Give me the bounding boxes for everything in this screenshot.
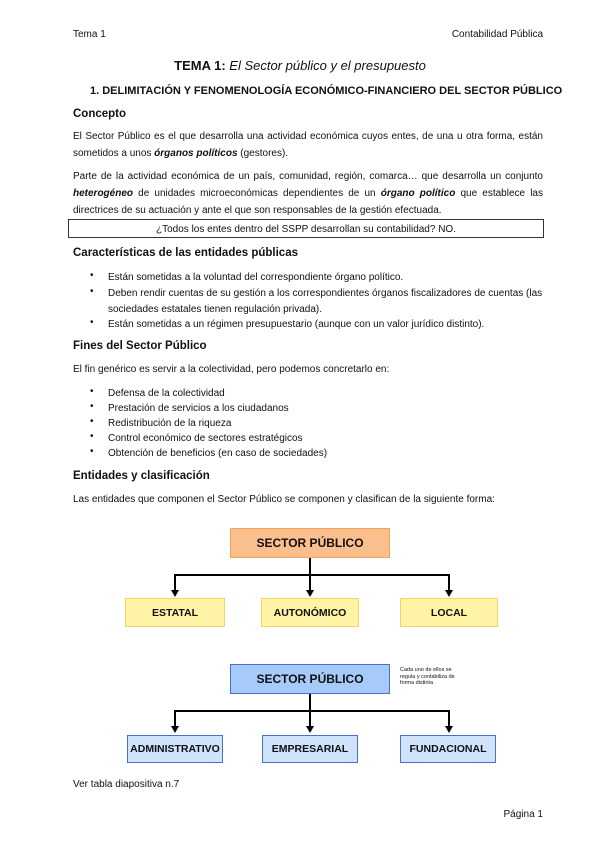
header-right: Contabilidad Pública [451,29,543,40]
connector [174,710,176,727]
diagram1-child: ESTATAL [125,598,225,627]
document-page: Tema 1 Contabilidad Pública TEMA 1: El Sector público y el presupuesto 1. DELIMITACIÓN Y FENOMENOLOGÍA ECONÓMICO-FINANCIERO DEL SECTOR PÚBLICO Concepto El Sector Público es el que desarrolla una actividad económica cuyos entes, de una u otra forma, están sometidos a unos órganos políticos (gestores). Parte de la actividad económica de un país, comunidad, región, comarca… que desarrolla un conjunto heterogéneo de unidades microeconómicas dependientes de un órgano político que establece las directrices de su actuación y ante el que son responsables de la gestión efectuada. ¿Todos los entes dentro del SSPP desarrollan su contabilidad? NO. Características de las entidades públicas • Están sometidas a la voluntad del correspondiente órgano político. • Deben rendir cuentas de su gestión a los correspondientes órganos fiscalizadores de cuentas (las sociedades estatales tienen regulación privada). • Están sometidas a un régimen presupuestario (aunque con un valor jurídico distinto). Fines del Sector Público El fin genérico es servir a la colectividad, pero podemos concretarlo en: • Defensa de la colectividad • Prestación de servicios a los ciudadanos • Redistribución de la riqueza • Control económico de sectores estratégicos • Obtención de beneficios (en caso de sociedades) Entidades y clasificación Las entidades que componen el Sector Público se componen y clasifican de la siguiente forma: SECTOR PÚBLICO ESTATAL AUTONÓMICO LOCAL SECTOR PÚBLICO Cada uno de ellos se regula y contabiliza de forma distinta ADMINISTRATIVO EMPRESARIAL FUNDACIONAL Ver tabla diapositiva n.7 Página 1 [0,0,600,848]
connector [309,574,311,591]
arrow-icon [445,590,453,597]
diagram1-child: LOCAL [400,598,498,627]
fines-heading: Fines del Sector Público [73,340,207,352]
arrow-icon [445,726,453,733]
title-italic: El Sector público y el presupuesto [229,58,426,73]
entidades-heading: Entidades y clasificación [73,470,210,482]
caracteristicas-heading: Características de las entidades públicas [73,247,298,259]
diagram2-child: EMPRESARIAL [262,735,358,763]
connector [174,574,176,591]
concepto-heading: Concepto [73,108,127,120]
diagram2-note: Cada uno de ellos se regula y contabiliza de forma distinta [400,667,455,686]
question-box: ¿Todos los entes dentro del SSPP desarrollan su contabilidad? NO. [68,219,544,238]
header-left: Tema 1 [73,29,106,40]
arrow-icon [306,590,314,597]
connector [174,574,450,576]
footnote: Ver tabla diapositiva n.7 [73,779,180,790]
connector [309,558,311,575]
section-heading: 1. DELIMITACIÓN Y FENOMENOLOGÍA ECONÓMICO-FINANCIERO DEL SECTOR PÚBLICO [90,85,563,97]
diagram1-root: SECTOR PÚBLICO [230,528,390,558]
connector [448,710,450,727]
page-title [0,58,600,73]
arrow-icon [306,726,314,733]
connector [309,710,311,727]
title-bold: TEMA 1: [174,58,226,73]
concepto-paragraph-2: Parte de la actividad económica de un país, comunidad, región, comarca… que desarrolla un conjunto heterogéneo de unidades microeconómicas dependientes de un órgano político que establece las directrices de su actuación y ante el que son responsables de la gestión efectuada. [73,171,543,216]
diagram2-root: SECTOR PÚBLICO [230,664,390,694]
connector [309,694,311,711]
concepto-paragraph-1: El Sector Público es el que desarrolla una actividad económica cuyos entes, de una u otra forma, están sometidos a unos órganos políticos (gestores). [73,131,543,159]
diagram2-child: FUNDACIONAL [400,735,496,763]
diagram2-child: ADMINISTRATIVO [127,735,223,763]
arrow-icon [171,590,179,597]
diagram1-child: AUTONÓMICO [261,598,359,627]
page-number: Página 1 [503,809,543,820]
connector [174,710,450,712]
entidades-intro: Las entidades que componen el Sector Público se componen y clasifican de la siguiente forma: [73,494,495,505]
connector [448,574,450,591]
arrow-icon [171,726,179,733]
fines-intro: El fin genérico es servir a la colectividad, pero podemos concretarlo en: [73,364,390,375]
